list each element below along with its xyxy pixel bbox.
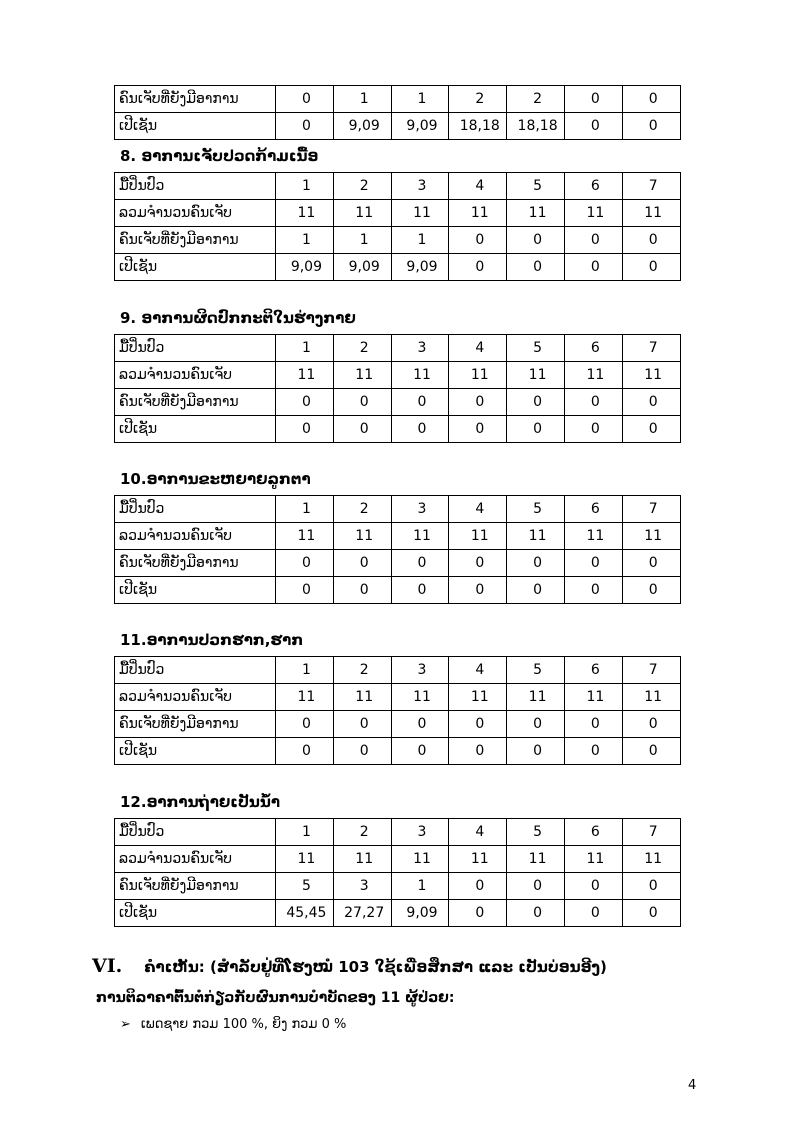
row-label: ຄົນເຈັບທີ່ຍັງມີອາການ xyxy=(115,227,276,254)
partial-table xyxy=(114,85,681,140)
table-cell: 0 xyxy=(507,416,565,443)
table-cell: 0 xyxy=(507,227,565,254)
row-label: ມື້ປິ່ນປົວ xyxy=(115,173,276,200)
table-cell: 0 xyxy=(391,577,449,604)
bullet-text: ເພດຊາຍ ກວມ 100 %, ຍິງ ກວມ 0 % xyxy=(140,1017,347,1032)
table-cell: 3 xyxy=(391,496,449,523)
table-row xyxy=(115,550,681,577)
table-cell: 2 xyxy=(333,335,391,362)
table-cell: 5 xyxy=(507,335,565,362)
table-cell: 0 xyxy=(564,416,622,443)
section-heading: 10.ອາການຂະຫຍາຍລູກຕາ xyxy=(120,470,311,488)
table-cell: 0 xyxy=(622,227,680,254)
table-cell: 11 xyxy=(333,684,391,711)
table-cell: 0 xyxy=(622,86,680,113)
table-cell: 0 xyxy=(276,711,334,738)
table-cell: 2 xyxy=(333,173,391,200)
row-label: ມື້ປິ່ນປົວ xyxy=(115,335,276,362)
table-cell: 2 xyxy=(507,86,565,113)
table-cell: 0 xyxy=(276,738,334,765)
table-row xyxy=(115,416,681,443)
table-cell: 0 xyxy=(276,389,334,416)
table-row xyxy=(115,113,681,140)
table-cell: 11 xyxy=(622,523,680,550)
table-cell: 11 xyxy=(449,200,507,227)
table-cell: 11 xyxy=(622,362,680,389)
table-cell: 3 xyxy=(391,335,449,362)
section-heading: 12.ອາການຖ່າຍເປັນນ້ຳ xyxy=(120,793,280,811)
table-row xyxy=(115,900,681,927)
table-cell: 0 xyxy=(622,389,680,416)
table-cell: 0 xyxy=(622,711,680,738)
table-cell: 11 xyxy=(622,200,680,227)
table-cell: 2 xyxy=(449,86,507,113)
table-cell: 11 xyxy=(507,846,565,873)
table-cell: 1 xyxy=(333,86,391,113)
table-cell: 0 xyxy=(449,227,507,254)
row-label: ເປີເຊັນ xyxy=(115,577,276,604)
arrow-bullet-icon: ➢ xyxy=(120,1017,131,1032)
table-cell: 11 xyxy=(276,200,334,227)
row-label: ຄົນເຈັບທີ່ຍັງມີອາການ xyxy=(115,711,276,738)
table-cell: 0 xyxy=(564,227,622,254)
row-label: ມື້ປິ່ນປົວ xyxy=(115,819,276,846)
table-cell: 0 xyxy=(449,416,507,443)
table-row xyxy=(115,684,681,711)
table-cell: 0 xyxy=(507,577,565,604)
table-cell: 0 xyxy=(564,254,622,281)
table-cell: 0 xyxy=(622,577,680,604)
table-cell: 9,09 xyxy=(276,254,334,281)
table-cell: 0 xyxy=(622,873,680,900)
table-cell: 0 xyxy=(622,254,680,281)
table-cell: 4 xyxy=(449,819,507,846)
table-cell: 7 xyxy=(622,335,680,362)
table-cell: 1 xyxy=(391,227,449,254)
row-label: ລວມຈຳນວນຄົນເຈັບ xyxy=(115,523,276,550)
table-cell: 3 xyxy=(333,873,391,900)
table-row xyxy=(115,819,681,846)
table-cell: 0 xyxy=(507,550,565,577)
section-heading: 11.ອາການປວກຮາກ,ຮາກ xyxy=(120,631,304,649)
row-label: ລວມຈຳນວນຄົນເຈັບ xyxy=(115,200,276,227)
table-cell: 11 xyxy=(564,362,622,389)
table-row xyxy=(115,711,681,738)
table-row xyxy=(115,335,681,362)
table-cell: 0 xyxy=(449,550,507,577)
table-cell: 0 xyxy=(564,711,622,738)
table-cell: 5 xyxy=(507,496,565,523)
table-row xyxy=(115,523,681,550)
table-cell: 0 xyxy=(333,577,391,604)
table-cell: 0 xyxy=(507,738,565,765)
table-cell: 3 xyxy=(391,819,449,846)
section-number: VI. xyxy=(92,955,123,977)
table-cell: 0 xyxy=(276,86,334,113)
table-cell: 0 xyxy=(449,873,507,900)
table-cell: 7 xyxy=(622,496,680,523)
table-cell: 0 xyxy=(622,738,680,765)
table-cell: 0 xyxy=(507,873,565,900)
table-cell: 0 xyxy=(507,254,565,281)
table-cell: 1 xyxy=(391,873,449,900)
table-cell: 1 xyxy=(391,86,449,113)
table-cell: 0 xyxy=(391,550,449,577)
table-row xyxy=(115,577,681,604)
table-cell: 2 xyxy=(333,496,391,523)
table-cell: 3 xyxy=(391,173,449,200)
table-cell: 6 xyxy=(564,496,622,523)
table-cell: 9,09 xyxy=(333,113,391,140)
comment-title: ຄຳເຫັນ: (ສຳລັບຢູ່ທີ່ໂຮງໝໍ 103 ໃຊ້ເພື່ອສຶກສາ ແລະ ເປັນບ່ອນອີງ) xyxy=(144,958,607,976)
table-cell: 11 xyxy=(333,846,391,873)
table-cell: 11 xyxy=(564,684,622,711)
row-label: ຄົນເຈັບທີ່ຍັງມີອາການ xyxy=(115,389,276,416)
table-cell: 11 xyxy=(622,846,680,873)
table-row xyxy=(115,200,681,227)
table-cell: 11 xyxy=(449,846,507,873)
row-label: ລວມຈຳນວນຄົນເຈັບ xyxy=(115,684,276,711)
table-cell: 11 xyxy=(276,523,334,550)
table-cell: 11 xyxy=(333,523,391,550)
table-row xyxy=(115,846,681,873)
table-cell: 11 xyxy=(507,362,565,389)
row-label: ເປີເຊັນ xyxy=(115,900,276,927)
table-cell: 11 xyxy=(391,362,449,389)
table-cell: 11 xyxy=(564,200,622,227)
row-label: ເປີເຊັນ xyxy=(115,113,276,140)
table-cell: 0 xyxy=(564,873,622,900)
table-cell: 11 xyxy=(391,523,449,550)
table-cell: 1 xyxy=(276,496,334,523)
table-cell: 6 xyxy=(564,819,622,846)
table-cell: 0 xyxy=(449,738,507,765)
table-row xyxy=(115,657,681,684)
row-label: ລວມຈຳນວນຄົນເຈັບ xyxy=(115,362,276,389)
table-cell: 9,09 xyxy=(391,113,449,140)
table-cell: 1 xyxy=(276,173,334,200)
table-cell: 0 xyxy=(391,711,449,738)
table-cell: 6 xyxy=(564,335,622,362)
page-number: 4 xyxy=(688,1078,697,1093)
row-label: ລວມຈຳນວນຄົນເຈັບ xyxy=(115,846,276,873)
table-cell: 1 xyxy=(276,657,334,684)
table-cell: 5 xyxy=(507,657,565,684)
table-cell: 11 xyxy=(333,362,391,389)
table-cell: 0 xyxy=(276,416,334,443)
table-cell: 6 xyxy=(564,657,622,684)
table-cell: 2 xyxy=(333,819,391,846)
symptom-table xyxy=(114,172,681,281)
section-heading: 8. ອາການເຈັບປວດກ້າມເນື້ອ xyxy=(120,147,319,165)
table-cell: 1 xyxy=(276,335,334,362)
table-row xyxy=(115,389,681,416)
row-label: ເປີເຊັນ xyxy=(115,254,276,281)
table-cell: 11 xyxy=(449,523,507,550)
symptom-table xyxy=(114,495,681,604)
table-cell: 0 xyxy=(276,113,334,140)
table-cell: 5 xyxy=(276,873,334,900)
table-cell: 0 xyxy=(391,416,449,443)
table-cell: 7 xyxy=(622,657,680,684)
table-cell: 11 xyxy=(507,523,565,550)
table-cell: 0 xyxy=(276,550,334,577)
table-cell: 0 xyxy=(449,711,507,738)
table-row xyxy=(115,173,681,200)
table-row xyxy=(115,86,681,113)
table-row xyxy=(115,254,681,281)
row-label: ຄົນເຈັບທີ່ຍັງມີອາການ xyxy=(115,873,276,900)
row-label: ມື້ປິ່ນປົວ xyxy=(115,657,276,684)
table-cell: 4 xyxy=(449,173,507,200)
table-row xyxy=(115,873,681,900)
table-cell: 11 xyxy=(564,523,622,550)
table-cell: 0 xyxy=(449,577,507,604)
symptom-table xyxy=(114,818,681,927)
table-cell: 0 xyxy=(622,900,680,927)
symptom-table xyxy=(114,334,681,443)
table-cell: 0 xyxy=(507,900,565,927)
table-cell: 9,09 xyxy=(333,254,391,281)
table-cell: 0 xyxy=(449,389,507,416)
table-cell: 5 xyxy=(507,173,565,200)
table-cell: 18,18 xyxy=(449,113,507,140)
table-cell: 18,18 xyxy=(507,113,565,140)
symptom-table xyxy=(114,656,681,765)
section-heading: 9. ອາການຜິດປົກກະຕິໃນຮ່າງກາຍ xyxy=(120,309,356,327)
table-cell: 11 xyxy=(564,846,622,873)
table-cell: 4 xyxy=(449,657,507,684)
comment-subtitle: ການຕິລາຄາຕົ້ນຕໍກ່ຽວກັບຜົນການບຳບັດຂອງ 11 ຜູ້ປ່ວຍ: xyxy=(96,990,455,1006)
table-cell: 0 xyxy=(333,389,391,416)
table-cell: 11 xyxy=(449,684,507,711)
row-label: ຄົນເຈັບທີ່ຍັງມີອາການ xyxy=(115,550,276,577)
table-row xyxy=(115,362,681,389)
table-cell: 45,45 xyxy=(276,900,334,927)
table-row xyxy=(115,738,681,765)
table-cell: 11 xyxy=(391,684,449,711)
comment-heading xyxy=(92,955,607,977)
table-cell: 11 xyxy=(276,362,334,389)
table-cell: 5 xyxy=(507,819,565,846)
table-cell: 11 xyxy=(391,846,449,873)
table-cell: 6 xyxy=(564,173,622,200)
table-cell: 0 xyxy=(564,389,622,416)
table-cell: 4 xyxy=(449,496,507,523)
table-cell: 9,09 xyxy=(391,900,449,927)
table-cell: 1 xyxy=(276,819,334,846)
table-cell: 0 xyxy=(564,113,622,140)
table-cell: 11 xyxy=(276,846,334,873)
row-label: ເປີເຊັນ xyxy=(115,416,276,443)
bullet-item xyxy=(120,1017,346,1032)
row-label: ມື້ປິ່ນປົວ xyxy=(115,496,276,523)
table-cell: 3 xyxy=(391,657,449,684)
table-cell: 11 xyxy=(449,362,507,389)
table-cell: 4 xyxy=(449,335,507,362)
table-row xyxy=(115,496,681,523)
table-cell: 0 xyxy=(564,900,622,927)
row-label: ເປີເຊັນ xyxy=(115,738,276,765)
table-cell: 11 xyxy=(391,200,449,227)
table-cell: 9,09 xyxy=(391,254,449,281)
table-cell: 0 xyxy=(333,550,391,577)
table-row xyxy=(115,227,681,254)
table-cell: 0 xyxy=(391,738,449,765)
table-cell: 0 xyxy=(333,738,391,765)
table-cell: 11 xyxy=(276,684,334,711)
table-cell: 0 xyxy=(622,113,680,140)
table-cell: 1 xyxy=(276,227,334,254)
table-cell: 11 xyxy=(333,200,391,227)
table-cell: 11 xyxy=(622,684,680,711)
table-cell: 0 xyxy=(507,711,565,738)
table-cell: 0 xyxy=(333,711,391,738)
table-cell: 7 xyxy=(622,819,680,846)
table-cell: 0 xyxy=(622,416,680,443)
table-cell: 0 xyxy=(391,389,449,416)
table-cell: 1 xyxy=(333,227,391,254)
table-cell: 11 xyxy=(507,200,565,227)
table-cell: 0 xyxy=(333,416,391,443)
table-cell: 7 xyxy=(622,173,680,200)
table-cell: 2 xyxy=(333,657,391,684)
table-cell: 0 xyxy=(276,577,334,604)
table-cell: 0 xyxy=(564,738,622,765)
table-cell: 27,27 xyxy=(333,900,391,927)
row-label: ຄົນເຈັບທີ່ຍັງມີອາການ xyxy=(115,86,276,113)
table-cell: 0 xyxy=(564,550,622,577)
table-cell: 0 xyxy=(449,254,507,281)
table-cell: 11 xyxy=(507,684,565,711)
table-cell: 0 xyxy=(564,86,622,113)
table-cell: 0 xyxy=(564,577,622,604)
table-cell: 0 xyxy=(449,900,507,927)
table-cell: 0 xyxy=(622,550,680,577)
table-cell: 0 xyxy=(507,389,565,416)
